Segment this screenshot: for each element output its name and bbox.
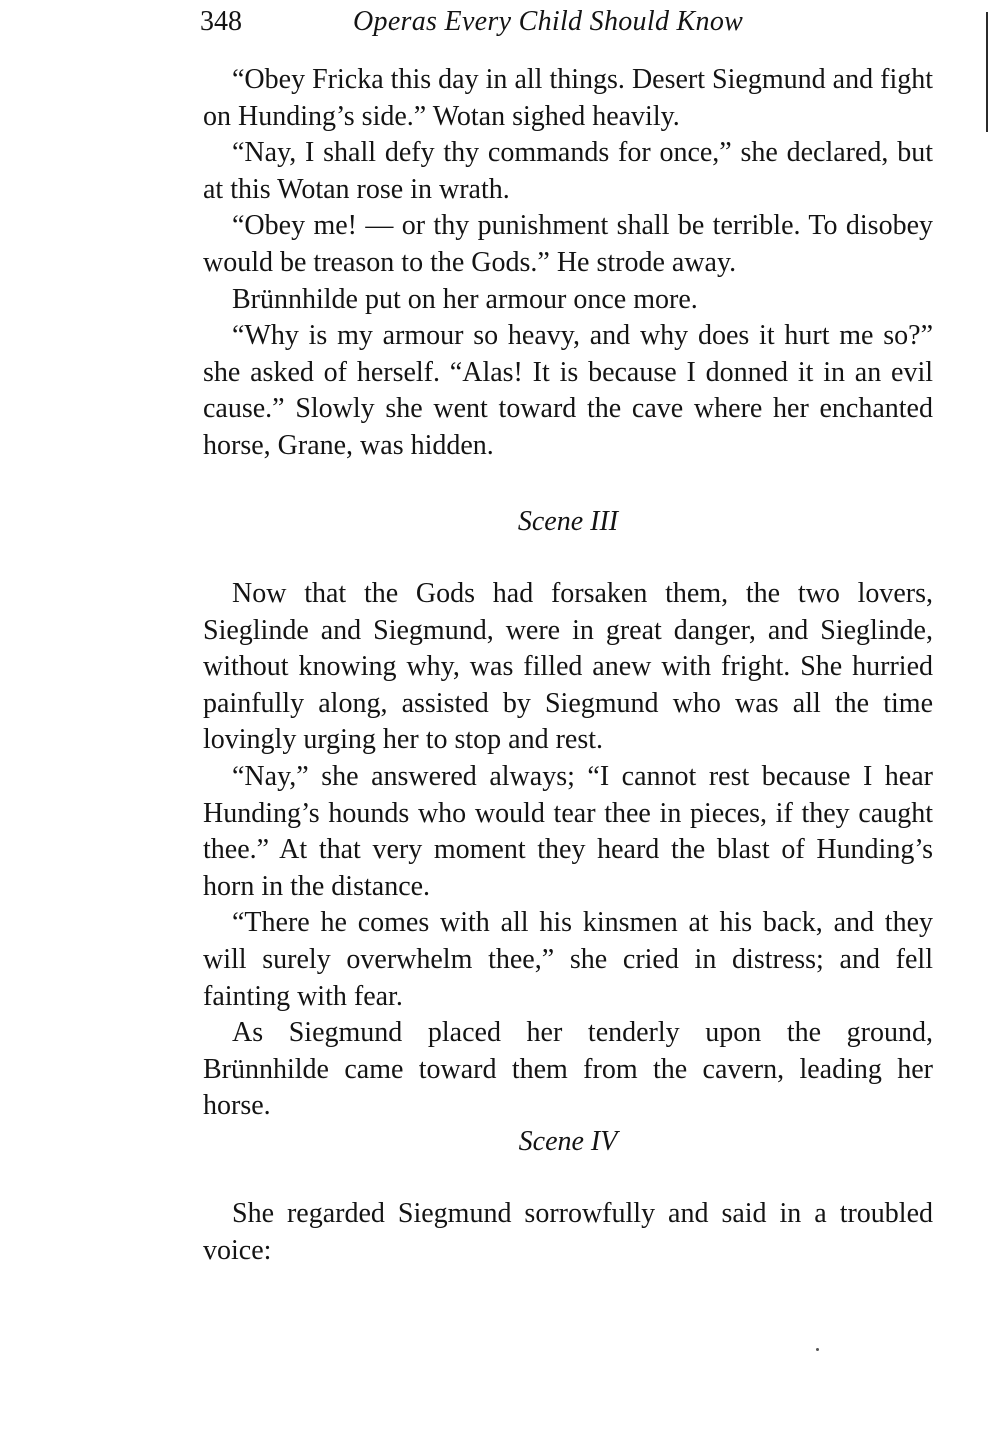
paragraph: “Why is my armour so heavy, and why does it hurt me so?” she asked of herself. “Alas! It is because I donned it in an evil cause.” Slowly she went toward the cave where her enchanted horse, Grane, was hidden. — [203, 320, 933, 461]
scene-4-text — [203, 1196, 933, 1269]
page-edge-line — [986, 12, 988, 132]
running-title: Operas Every Child Should Know — [353, 6, 744, 37]
print-speck — [816, 1348, 819, 1351]
paragraph: Now that the Gods had forsaken them, the two lovers, Sieglinde and Siegmund, were in great danger, and Sieglinde, without knowing why, was filled anew with fright. She hurried painfully along, assisted by Siegmund who was all the time lovingly urging her to stop and rest. — [203, 578, 933, 756]
paragraph: As Siegmund placed her tenderly upon the ground, Brünnhilde came toward them from the cavern, leading her horse. — [203, 1017, 933, 1122]
scene-heading-iv: Scene IV — [518, 1126, 618, 1157]
page-header — [200, 2, 800, 42]
paragraph: “Obey Fricka this day in all things. Desert Siegmund and fight on Hunding’s side.” Wotan sighed heavily. — [203, 64, 933, 132]
paragraph: “Nay,” she answered always; “I cannot rest because I hear Hunding’s hounds who would tear thee in pieces, if they caught thee.” At that very moment they heard the blast of Hunding’s horn in the distance. — [203, 760, 933, 902]
paragraph: She regarded Siegmund sorrowfully and said in a troubled voice: — [203, 1198, 933, 1266]
section-1-text — [203, 62, 933, 465]
page-number: 348 — [200, 6, 242, 37]
paragraph: Brünnhilde put on her armour once more. — [232, 283, 698, 315]
paragraph: “Obey me! — or thy punishment shall be terrible. To disobey would be treason to the Gods.” He strode away. — [203, 210, 933, 278]
scene-heading-iii: Scene III — [517, 506, 619, 537]
paragraph: “Nay, I shall defy thy commands for once,” she declared, but at this Wotan rose in wrath. — [203, 137, 933, 205]
paragraph: “There he comes with all his kinsmen at his back, and they will surely overwhelm thee,” she cried in distress; and fell fainting with fear. — [203, 907, 933, 1012]
scene-3-text — [203, 576, 933, 1125]
